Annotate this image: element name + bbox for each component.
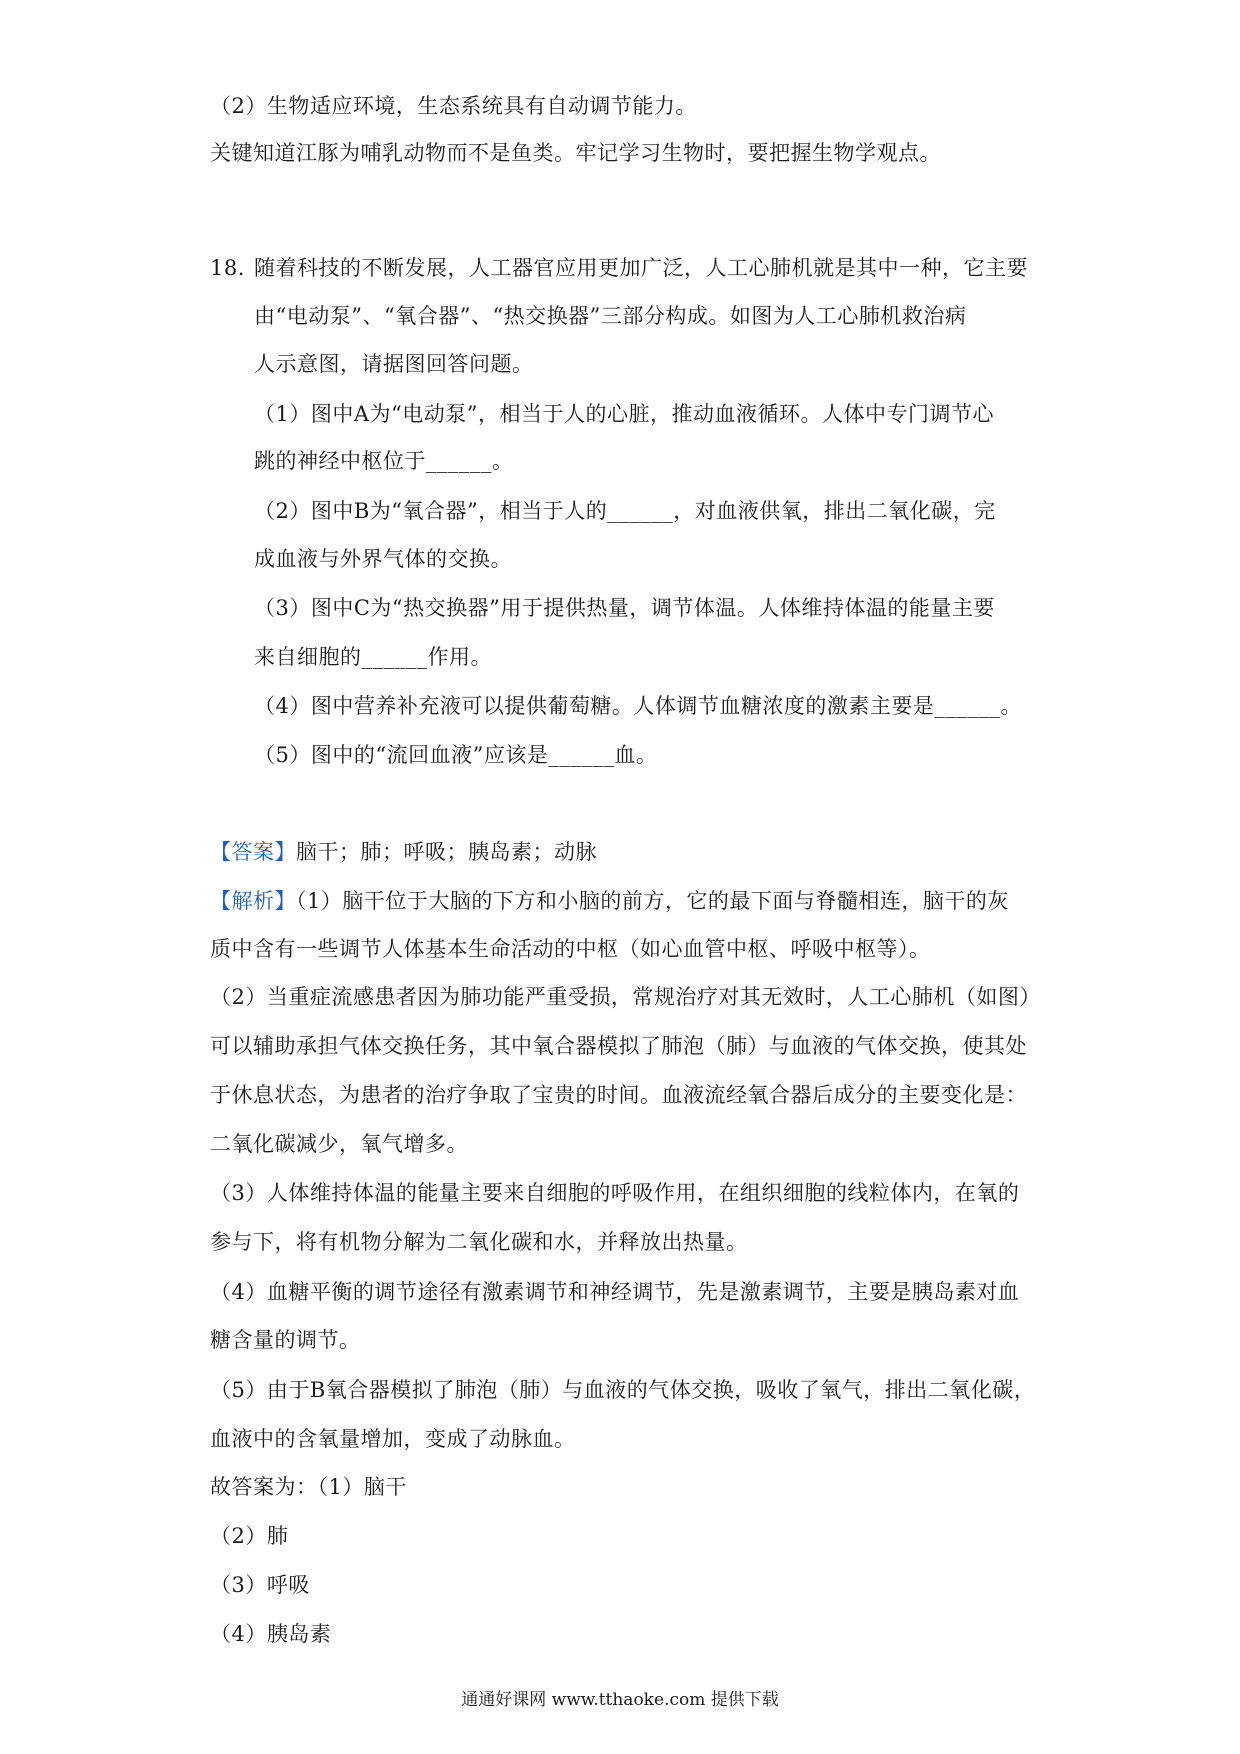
analysis-line: （2）当重症流感患者因为肺功能严重受损，常规治疗对其无效时，人工心肺机（如图） [210, 985, 1041, 1009]
question-stem-line: 人示意图，请据图回答问题。 [254, 352, 534, 376]
intro-line-2: 关键知道江豚为哺乳动物而不是鱼类。牢记学习生物时，要把握生物学观点。 [210, 141, 941, 165]
final-answer-line: （2）肺 [210, 1524, 289, 1548]
analysis-line [210, 887, 1009, 915]
analysis-line: （3）人体维持体温的能量主要来自细胞的呼吸作用，在组织细胞的线粒体内，在氧的 [210, 1181, 1020, 1205]
page-footer: 通通好课网 www.tthaoke.com 提供下载 [461, 1690, 779, 1710]
question-stem-line: 由“电动泵”、“氧合器”、“热交换器”三部分构成。如图为人工心肺机救治病 [254, 304, 967, 328]
question-part-5: （5）图中的“流回血液”应该是______血。 [254, 743, 658, 767]
question-part-1: （1）图中A为“电动泵”，相当于人的心脏，推动血液循环。人体中专门调节心 [254, 402, 994, 426]
question-part-2: （2）图中B为“氧合器”，相当于人的______，对血液供氧，排出二氧化碳，完 [254, 499, 996, 523]
analysis-line: 可以辅助承担气体交换任务，其中氧合器模拟了肺泡（肺）与血液的气体交换，使其处 [210, 1034, 1027, 1058]
question-part-4: （4）图中营养补充液可以提供葡萄糖。人体调节血糖浓度的激素主要是______。 [254, 694, 1022, 718]
answer-line [210, 838, 597, 866]
answer-text: 脑干；肺；呼吸；胰岛素；动脉 [296, 840, 597, 864]
question-part-2-cont: 成血液与外界气体的交换。 [254, 547, 512, 571]
intro-line-1: （2）生物适应环境，生态系统具有自动调节能力。 [210, 94, 697, 118]
question-part-1-cont: 跳的神经中枢位于______。 [254, 449, 514, 473]
final-answer-line: （4）胰岛素 [210, 1622, 332, 1646]
question-number: 18. [210, 256, 245, 280]
analysis-line: 于休息状态，为患者的治疗争取了宝贵的时间。血液流经氧合器后成分的主要变化是： [210, 1083, 1027, 1107]
analysis-line: 参与下，将有机物分解为二氧化碳和水，并释放出热量。 [210, 1230, 748, 1254]
analysis-line: 质中含有一些调节人体基本生命活动的中枢（如心血管中枢、呼吸中枢等）。 [210, 937, 931, 961]
final-answer-line: （3）呼吸 [210, 1573, 310, 1597]
final-answer-line: 故答案为：（1）脑干 [210, 1475, 407, 1499]
answer-tag: 【答案】 [210, 840, 296, 864]
analysis-line: （5）由于B氧合器模拟了肺泡（肺）与血液的气体交换，吸收了氧气，排出二氧化碳， [210, 1378, 1036, 1402]
analysis-tag: 【解析】 [210, 889, 296, 913]
question-stem-line: 随着科技的不断发展，人工器官应用更加广泛，人工心肺机就是其中一种，它主要 [254, 256, 1028, 280]
question-part-3-cont: 来自细胞的______作用。 [254, 645, 492, 669]
analysis-line: （4）血糖平衡的调节途径有激素调节和神经调节，先是激素调节，主要是胰岛素对血 [210, 1280, 1020, 1304]
analysis-line: 糖含量的调节。 [210, 1328, 361, 1352]
analysis-line: 血液中的含氧量增加，变成了动脉血。 [210, 1427, 576, 1451]
question-part-3: （3）图中C为“热交换器”用于提供热量，调节体温。人体维持体温的能量主要 [254, 596, 995, 620]
analysis-text: （1）脑干位于大脑的下方和小脑的前方，它的最下面与脊髓相连，脑干的灰 [296, 889, 1009, 913]
analysis-line: 二氧化碳减少，氧气增多。 [210, 1132, 468, 1156]
